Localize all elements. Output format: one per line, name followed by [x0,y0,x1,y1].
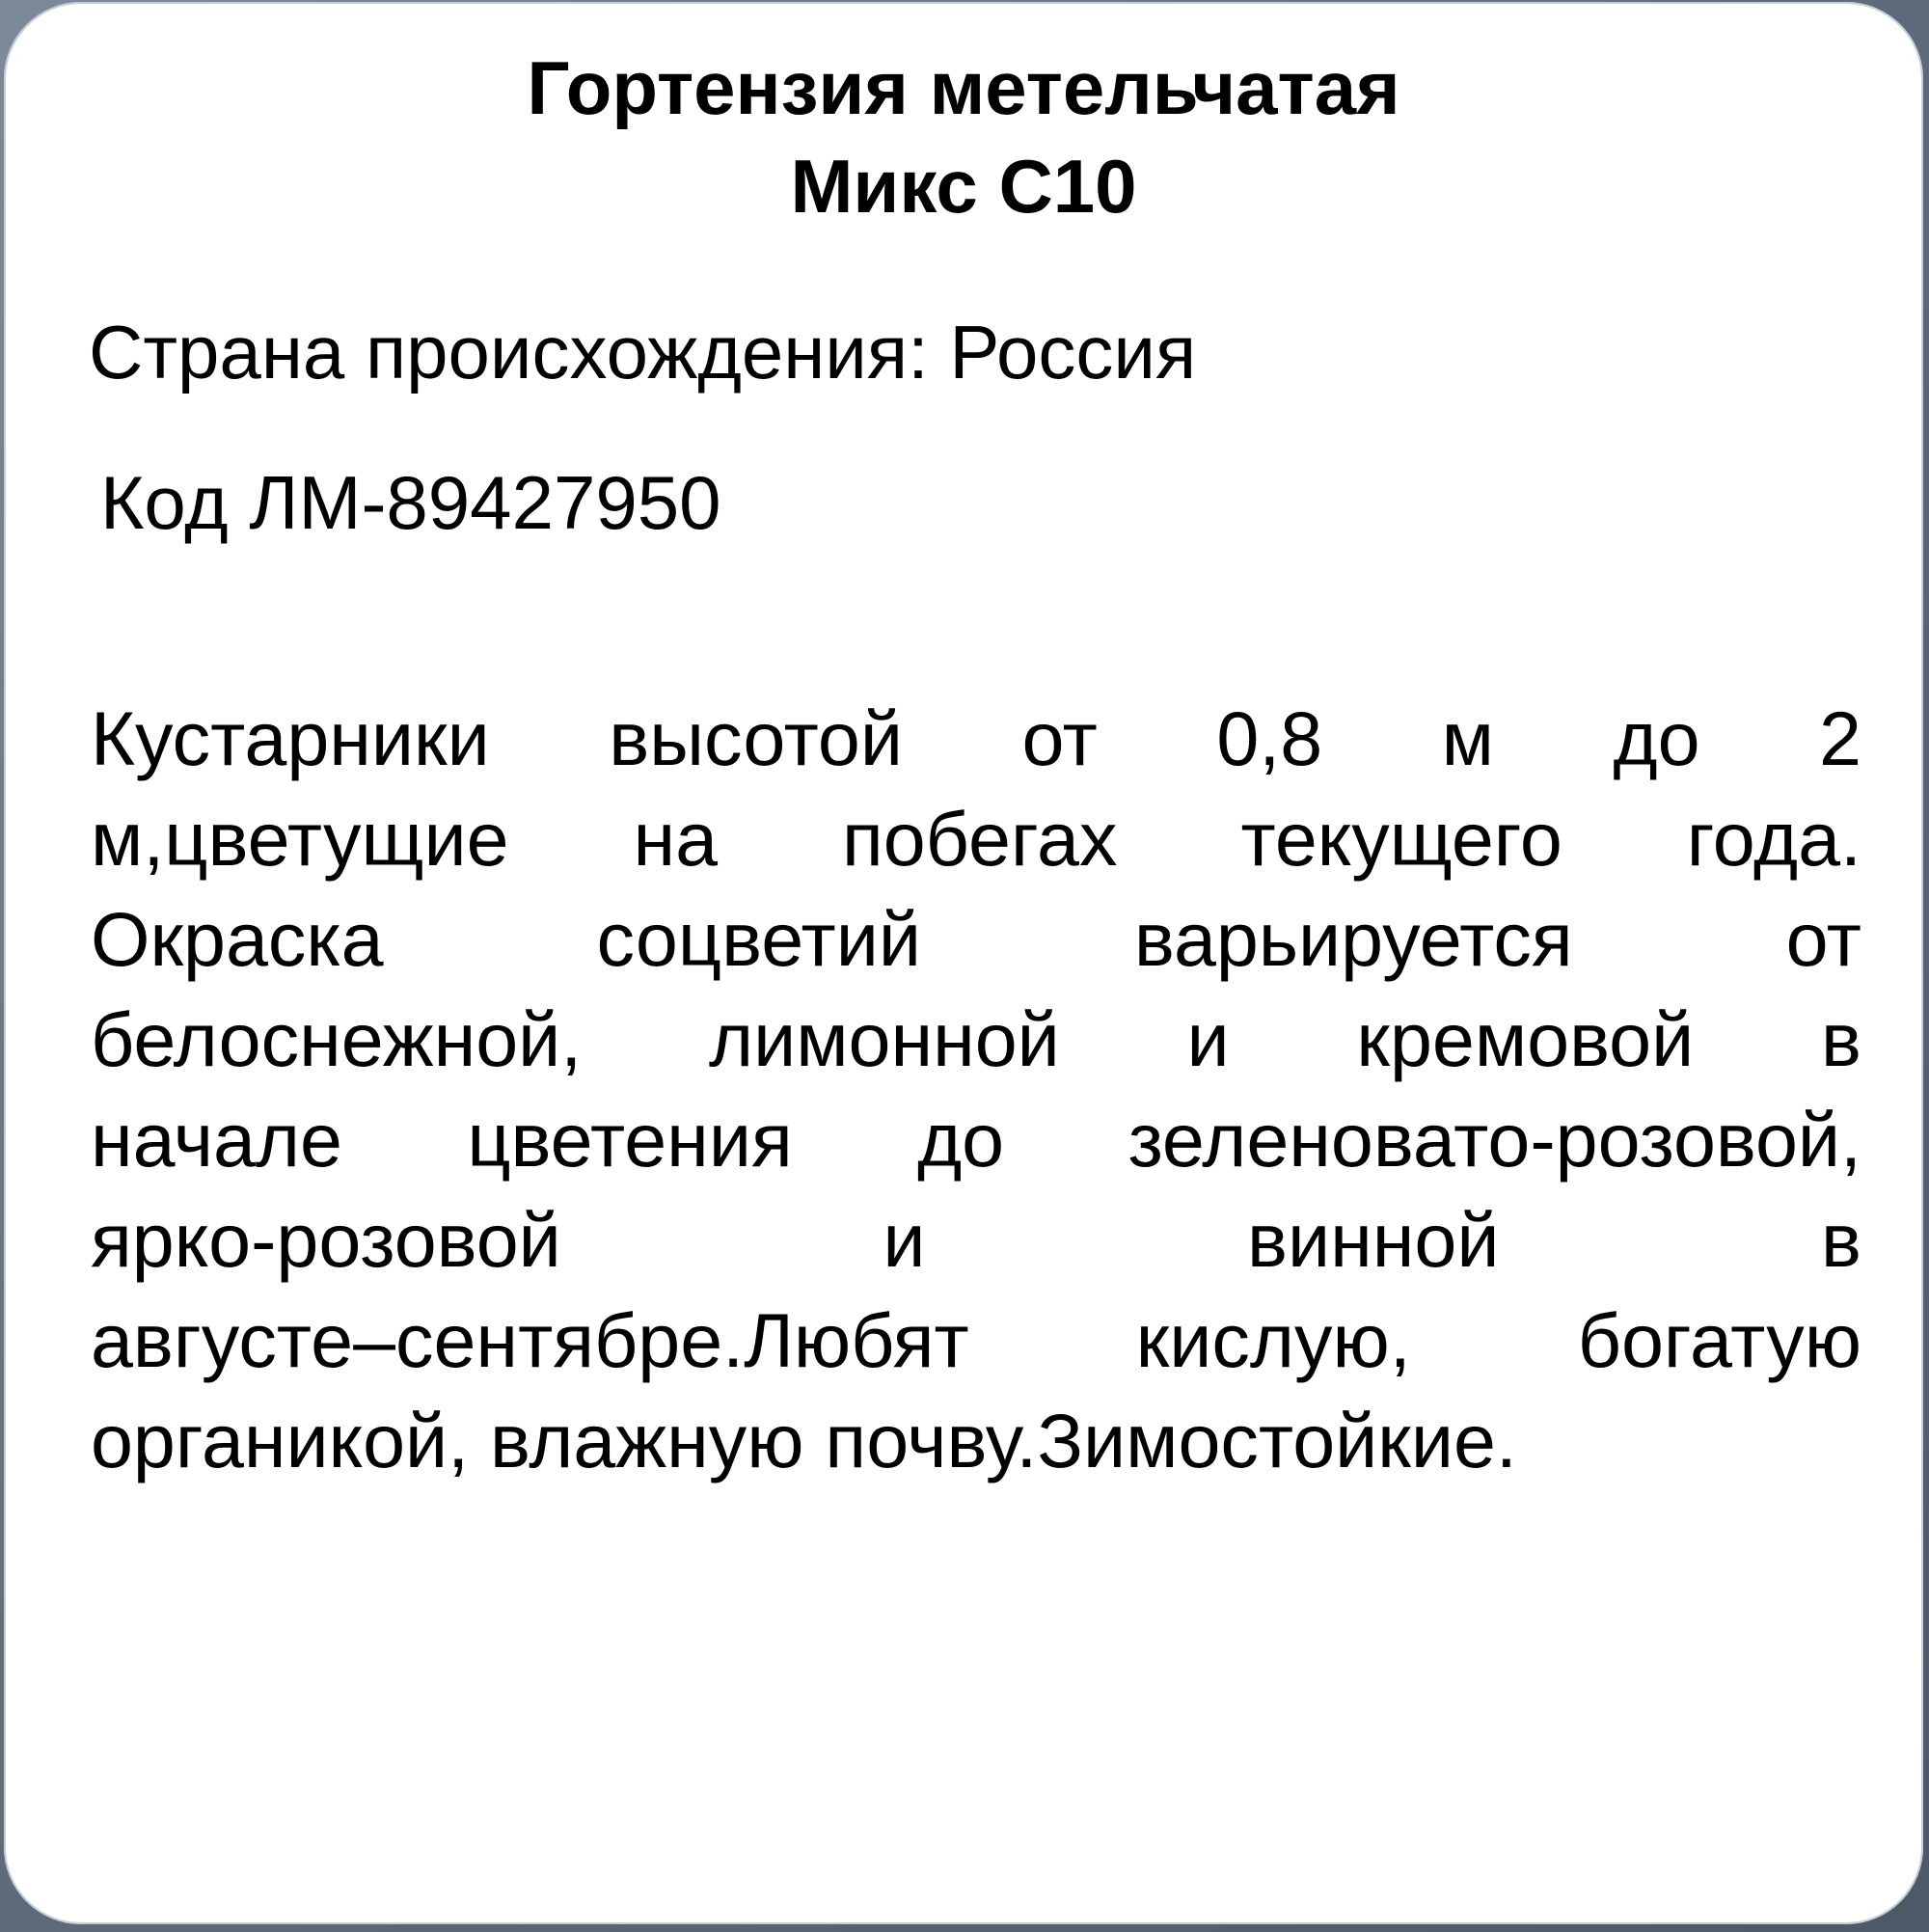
product-title-line2: Микс С10 [790,144,1137,229]
product-description [91,689,1861,1491]
description-line: Кустарники высотой от 0,8 м до 2 [91,695,1861,781]
description-line: м,цветущие на побегах текущего года. [91,796,1861,882]
description-line: органикой, влажную почву.Зимостойкие. [91,1398,1517,1483]
description-line: белоснежной, лимонной и кремовой в [91,996,1861,1082]
description-line: Окраска соцветий варьируется от [91,896,1861,982]
product-title-line1: Гортензия метельчатая [527,45,1400,130]
description-line: начале цветения до зеленовато-розовой, [91,1097,1861,1183]
description-line: ярко-розовой и винной в [91,1197,1861,1283]
country-of-origin: Страна происхождения: Россия [89,310,1197,395]
product-card [4,2,1923,1924]
description-line: августе–сентябре.Любят кислую, богатую [91,1297,1861,1383]
product-title [4,39,1923,235]
product-code: Код ЛМ-89427950 [100,460,721,545]
